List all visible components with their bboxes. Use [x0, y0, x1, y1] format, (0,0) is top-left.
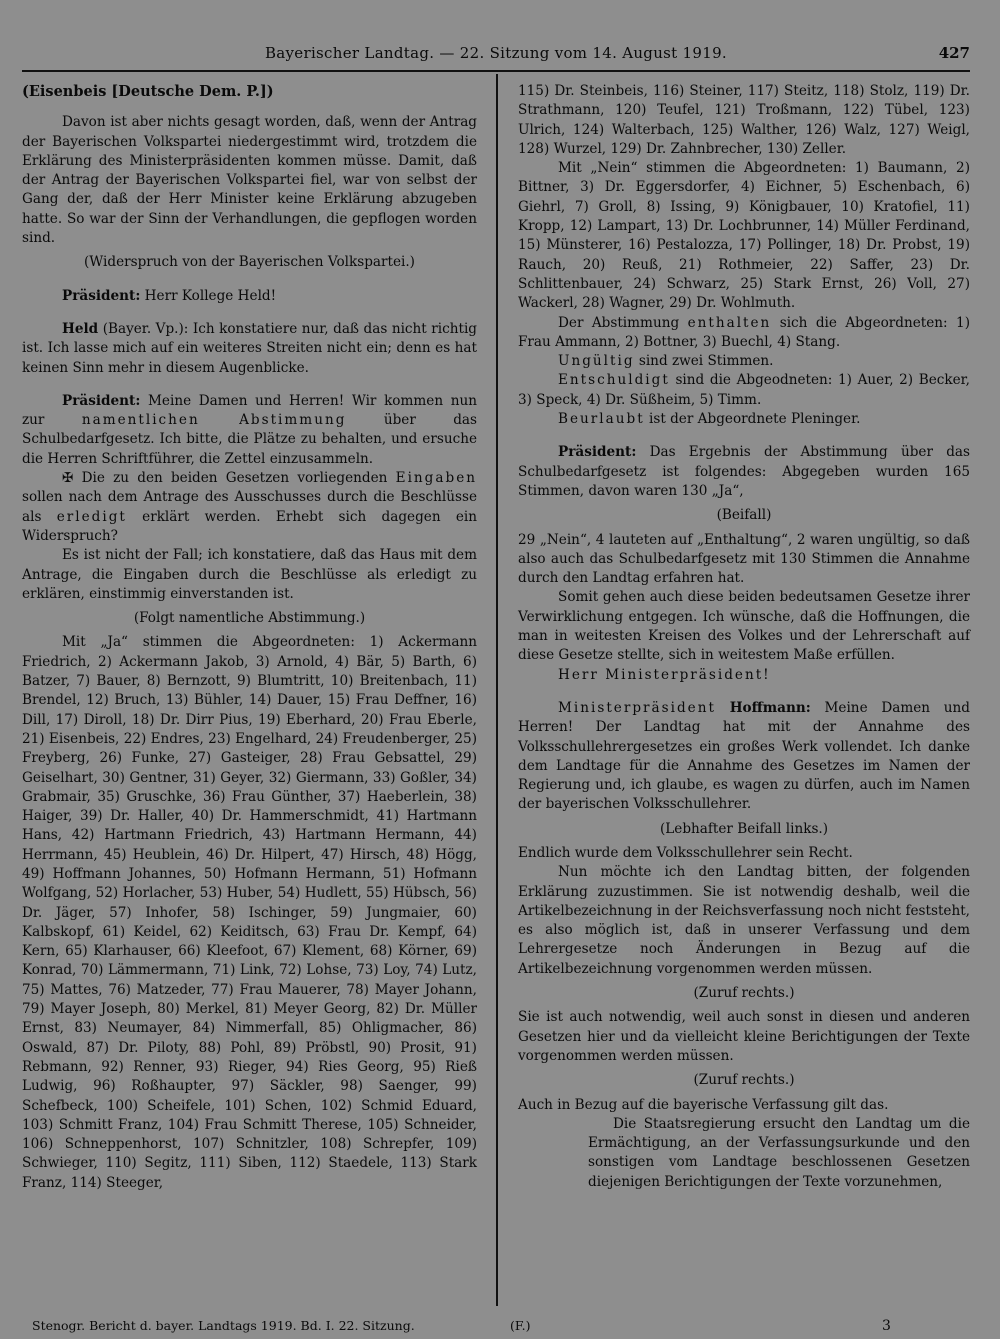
speaker-continuation: (Eisenbeis [Deutsche Dem. P.]) [22, 83, 274, 100]
speaker-name: Präsident: [558, 444, 637, 461]
left-column [22, 82, 477, 1193]
speech-text: über das Schulbedarfgesetz. Ich bitte, die Plätze zu behalten, und ersuche die Herren Schriftführer, die Zettel einzusammeln. [22, 412, 477, 467]
paragraph [518, 410, 970, 429]
speech-text: Der Abstimmung [558, 314, 680, 331]
running-title: Bayerischer Landtag. — 22. Sitzung vom 14. August 1919. [264, 44, 728, 62]
paragraph: Somit gehen auch diese beiden bedeutsamen Gesetze ihrer Verwirklichung entgegen. Ich wünsche, daß die Hoffnungen, die man in weitesten Kreisen des Volkes und der Lehrerschaft auf diese Gesetze stellte, sich in weitestem Maße erfüllen. [518, 589, 970, 664]
vote-list-yes-continued: 115) Dr. Steinbeis, 116) Steiner, 117) Steitz, 118) Stolz, 119) Dr. Strathmann, 120) Teufel, 121) Troßmann, 122) Tübel, 123) Ulrich, 124) Walterbach, 125) Walther, 126) Walz, 127) Weigl, 128) Wurzel, 129) Dr. Zahnbrecher, 130) Zeller. [518, 83, 970, 157]
speech-text: Herr Kollege Held! [144, 287, 277, 304]
paragraph: Sie ist auch notwendig, weil auch sonst in diesen und anderen Gesetzen hier und da vielleicht kleine Berichtigungen der Texte vorgenommen werden müssen. [518, 1009, 970, 1064]
interjection: (Folgt namentliche Abstimmung.) [133, 610, 366, 627]
paragraph [22, 320, 477, 378]
paragraph: Nun möchte ich den Landtag bitten, der folgenden Erklärung zuzustimmen. Sie ist notwendig deshalb, weil die Artikelbezeichnung in der Reichsverfassung noch nicht feststeht, es also möglich ist, daß in unserer Verfassung und dem Lehrergesetze noch Änderungen in Bezug auf die Artikelbezeichnung vorgenommen werden müssen. [518, 864, 970, 977]
speech-text: sind die Abgeodneten: 1) Auer, 2) Becker, 3) Speck, 4) Dr. Süßheim, 5) Timm. [518, 372, 970, 408]
spaced-text: namentlichen Abstimmung [81, 412, 347, 429]
paragraph [22, 392, 477, 469]
paragraph: Davon ist aber nichts gesagt worden, daß, wenn der Antrag der Bayerischen Volkspartei niedergestimmt wird, trotzdem die Erklärung des Ministerpräsidenten kommen müsse. Damit, daß der Antrag der Bayerischen Volkspartei fiel, war von selbst der Gang der, daß der Herr Minister keine Erklärung abzugeben hatte. So war der Sinn der Verhandlungen, die gepflogen worden sind. [22, 114, 477, 247]
speech-text: Meine Damen und Herren! Wir kommen nun zur [22, 392, 477, 429]
paragraph [518, 443, 970, 501]
footer-citation: Stenogr. Bericht d. bayer. Landtags 1919. Bd. I. 22. Sitzung. [32, 1318, 415, 1333]
spaced-text: Beurlaubt [558, 411, 645, 428]
interjection: (Zuruf rechts.) [693, 1072, 795, 1089]
speech-text: sollen nach dem Antrage des Ausschusses durch die Beschlüsse als [22, 489, 477, 525]
pointing-mark-icon: ✠ [62, 470, 74, 487]
spaced-text: Herr Ministerpräsident! [558, 666, 771, 683]
paragraph [518, 314, 970, 353]
paragraph: Es ist nicht der Fall; ich konstatiere, daß das Haus mit dem Antrage, die Eingaben durch die Beschlüsse als erledigt zu erklären, einstimmig einverstanden ist. [22, 547, 477, 602]
interjection: (Zuruf rechts.) [693, 985, 795, 1002]
speaker-name: Präsident: [62, 392, 141, 409]
speech-text: ist der Abgeordnete Pleninger. [649, 411, 861, 428]
spaced-text: Ungültig [558, 353, 635, 370]
speech-text: Meine Damen und Herren! Der Landtag hat mit der Annahme des Volksschullehrergesetzes ein großes Werk vollendet. Ich danke dem Landtage für die Annahme des Gesetzes im Namen der Regierung und, ich glaube, es wagen zu dürfen, auch im Namen der bayerischen Volksschullehrer. [518, 699, 970, 813]
spaced-text: erledigt [56, 508, 127, 525]
interjection: (Widerspruch von der Bayerischen Volkspartei.) [84, 254, 415, 271]
paragraph [518, 699, 970, 815]
right-column [518, 82, 970, 1192]
speech-text: Das Ergebnis der Abstimmung über das Schulbedarfgesetz ist folgendes: Abgegeben wurden 165 Stimmen, davon waren 130 „Ja“, [518, 444, 970, 499]
page-number: 427 [938, 44, 970, 62]
paragraph: 29 „Nein“, 4 lauteten auf „Enthaltung“, 2 waren ungültig, so daß also auch das Schulbedarfgesetz mit 130 Stimmen die Annahme durch den Landtag erfahren hat. [518, 531, 970, 587]
spaced-text: enthalten [687, 314, 772, 331]
vote-list-yes: Mit „Ja“ stimmen die Abgeordneten: 1) Ackermann Friedrich, 2) Ackermann Jakob, 3) Arnold, 4) Bär, 5) Barth, 6) Batzer, 7) Bauer, 8) Bernzott, 9) Blumtritt, 10) Breitenbach, 11) Brendel, 12) Bruch, 13) Bühler, 14) Dauer, 15) Frau Deffner, 16) Dill, 17) Diroll, 18) Dr. Dirr Pius, 19) Eberhard, 20) Frau Eberle, 21) Eisenbeis, 22) Endres, 23) Engelhard, 24) Freudenberger, 25) Freyberg, 26) Funke, 27) Gasteiger, 28) Frau Gebsattel, 29) Geiselhart, 30) Gentner, 31) Geyer, 32) Giermann, 33) Goßler, 34) Grabmair, 35) Gruschke, 36) Frau Günther, 37) Haeberlein, 38) Haiger, 39) Dr. Haller, 40) Dr. Hammerschmidt, 41) Hartmann Hans, 42) Hartmann Friedrich, 43) Hartmann Hermann, 44) Herrmann, 45) Heublein, 46) Dr. Hilpert, 47) Hirsch, 48) Högg, 49) Hoffmann Johannes, 50) Hofmann Hermann, 51) Hofmann Wolfgang, 52) Horlacher, 53) Huber, 54) Hudlett, 55) Hübsch, 56) Dr. Jäger, 57) Inhofer, 58) Ischinger, 59) Jungmaier, 60) Kalbskopf, 61) Keidel, 62) Keiditsch, 63) Frau Dr. Kempf, 64) Kern, 65) Klarhauser, 66) Kleefoot, 67) Klement, 68) Körner, 69) Konrad, 70) Lämmermann, 71) Link, 72) Lohse, 73) Loy, 74) Lutz, 75) Mattes, 76) Matzeder, 77) Frau Mauerer, 78) Mayer Johann, 79) Mayer Joseph, 80) Merkel, 81) Meyer Georg, 82) Dr. Müller Ernst, 83) Neumayer, 84) Nimmerfall, 85) Ohligmacher, 86) Oswald, 87) Dr. Piloty, 88) Pohl, 89) Pröbstl, 90) Prosit, 91) Rebmann, 92) Renner, 93) Rieger, 94) Ries Georg, 95) Rieß Ludwig, 96) Roßhaupter, 97) Säckler, 98) Saenger, 99) Schefbeck, 100) Scheifele, 101) Schen, 102) Schmid Eduard, 103) Schmitt Franz, 104) Frau Schmitt Therese, 105) Schneider, 106) Schneppenhorst, 107) Schnitzler, 108) Schrepfer, 109) Schwieger, 110) Segitz, 111) Siben, 112) Staedele, 113) Stark Franz, 114) Steeger, [22, 634, 477, 1191]
interjection: (Lebhafter Beifall links.) [659, 820, 829, 837]
speech-text: Die zu den beiden Gesetzen vorliegenden [81, 470, 388, 487]
speaker-name: Präsident: [62, 287, 141, 304]
paragraph [518, 352, 970, 371]
vote-list-no: Mit „Nein“ stimmen die Abgeordneten: 1) Baumann, 2) Bittner, 3) Dr. Eggersdorfer, 4) Eichner, 5) Eschenbach, 6) Giehrl, 7) Groll, 8) Issing, 9) Königbauer, 10) Kratofiel, 11) Kropp, 12) Lampart, 13) Dr. Lochbrunner, 14) Müller Ferdinand, 15) Münsterer, 16) Pestalozza, 17) Pollinger, 18) Dr. Probst, 19) Rauch, 20) Reuß, 21) Rothmeier, 22) Saffer, 23) Dr. Schlittenbauer, 24) Schwarz, 25) Stark Ernst, 26) Voll, 27) Wackerl, 28) Wagner, 29) Dr. Wohlmuth. [518, 160, 970, 312]
spaced-text: Eingaben [395, 470, 477, 487]
speaker-name: Hoffmann: [729, 699, 811, 716]
footer-mark: (F.) [510, 1318, 531, 1333]
speech-text: sich die Abgeordneten: 1) Frau Ammann, 2) Bottner, 3) Buechl, 4) Stang. [518, 314, 971, 350]
speaker-name: Held [62, 320, 99, 337]
interjection: (Beifall) [716, 507, 772, 524]
quoted-declaration: Die Staatsregierung ersucht den Landtag um die Ermächtigung, an der Verfassungsurkunde und den sonstigen vom Landtage beschlossenen Gesetzen diejenigen Berichtigungen der Texte vorzunehmen, [588, 1115, 970, 1190]
speech-text: erklärt werden. Erhebt sich dagegen ein Widerspruch? [22, 508, 477, 544]
paragraph [22, 469, 477, 546]
paragraph [518, 371, 970, 410]
speech-text: (Bayer. Vp.): Ich konstatiere nur, daß das nicht richtig ist. Ich lasse mich auf ein weiteres Streiten nicht ein; denn es hat keinen Sinn mehr in diesem Augenblicke. [22, 320, 477, 376]
paragraph: Endlich wurde dem Volksschullehrer sein Recht. [518, 844, 853, 861]
page-header [22, 40, 970, 72]
speech-text: sind zwei Stimmen. [638, 353, 774, 370]
paragraph [22, 287, 477, 306]
paragraph: Auch in Bezug auf die bayerische Verfassung gilt das. [518, 1096, 889, 1113]
paragraph [518, 666, 970, 685]
sheet-number: 3 [882, 1318, 891, 1334]
column-divider [496, 74, 498, 1306]
spaced-text: Ministerpräsident [558, 699, 716, 716]
spaced-text: Entschuldigt [558, 372, 670, 389]
